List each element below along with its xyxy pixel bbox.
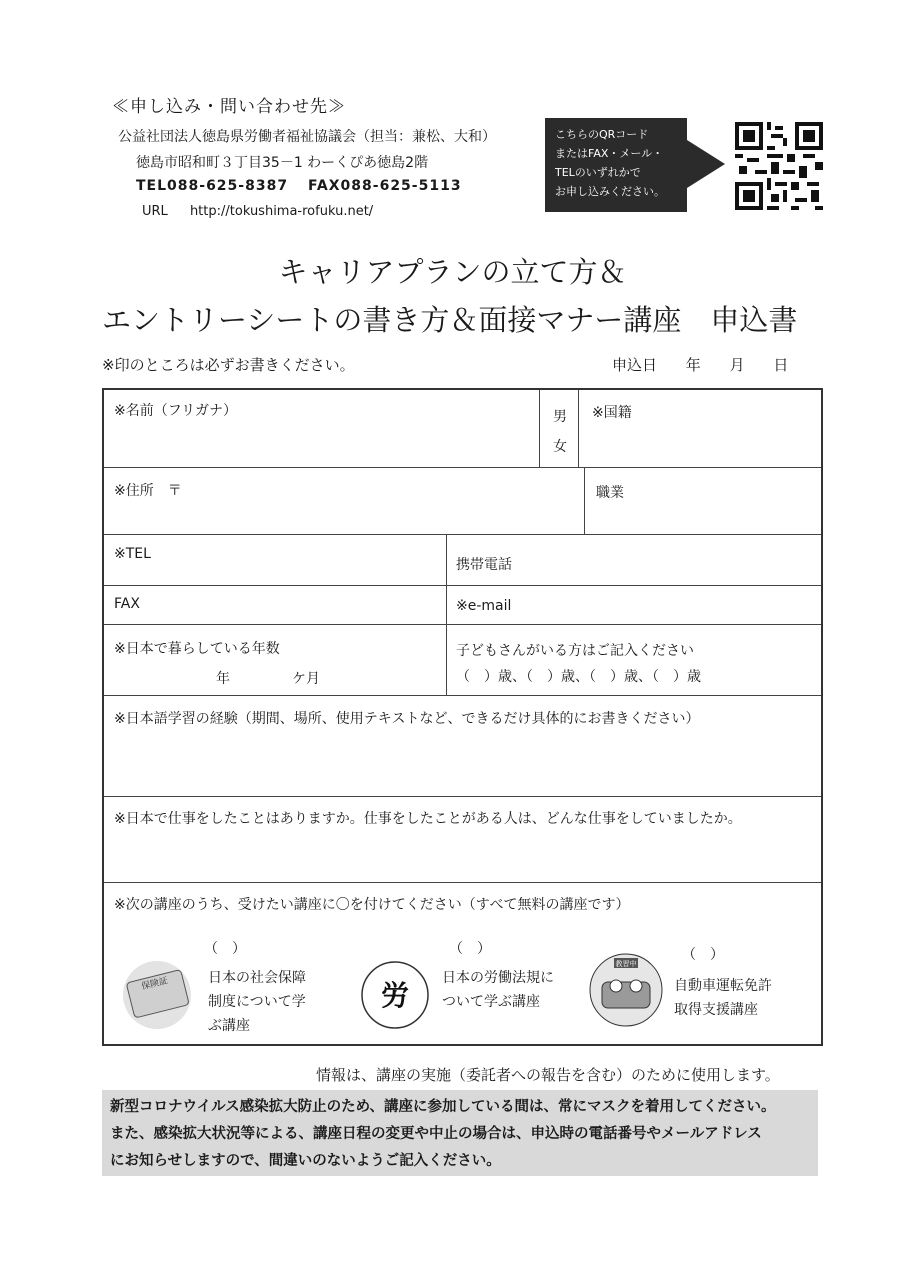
course-select-instruction: ※次の講座のうち、受けたい講座に〇を付けてください（すべて無料の講座です）	[114, 897, 630, 913]
qr-note-line: TELのいずれかで	[555, 166, 641, 179]
tel-field[interactable]: ※TEL	[114, 546, 151, 562]
arrow-right-icon	[687, 140, 725, 188]
contact-heading: ≪申し込み・問い合わせ先≫	[112, 97, 346, 117]
course-line: 自動車運転免許	[674, 978, 772, 994]
gender-male[interactable]: 男	[553, 409, 567, 425]
occupation-field[interactable]: 職業	[596, 485, 624, 501]
date-label: 申込日	[612, 356, 658, 374]
page-title-line1: キャリアプランの立て方＆	[278, 255, 627, 289]
required-note: ※印のところは必ずお書きください。	[102, 356, 355, 374]
driving-car-icon	[588, 952, 664, 1028]
japanese-study-field[interactable]: ※日本語学習の経験（期間、場所、使用テキストなど、できるだけ具体的にお書きください）	[114, 711, 700, 727]
qr-note-line: またはFAX・メール・	[555, 147, 664, 160]
nationality-field[interactable]: ※国籍	[592, 405, 632, 421]
course-label	[442, 966, 554, 1014]
children-field[interactable]: 子どもさんがいる方はご記入ください	[456, 643, 694, 659]
work-experience-field[interactable]: ※日本で仕事をしたことはありますか。仕事をしたことがある人は、どんな仕事をしていましたか。	[114, 811, 742, 827]
course-checkbox[interactable]: （ ）	[449, 941, 491, 957]
contact-url-line	[142, 204, 373, 219]
course-line: ぶ講座	[208, 1018, 250, 1034]
course-line: 取得支援講座	[674, 1002, 758, 1018]
application-form	[102, 388, 823, 1046]
labor-icon	[360, 960, 430, 1030]
months-unit: ケ月	[292, 671, 320, 687]
course-label	[674, 974, 772, 1022]
course-line: 日本の社会保障	[208, 970, 306, 986]
course-line: ついて学ぶ講座	[442, 994, 540, 1010]
years-unit: 年	[216, 671, 230, 687]
gender-female[interactable]: 女	[553, 439, 567, 455]
address-field[interactable]: ※住所 〒	[114, 483, 182, 499]
year-label: 年	[685, 356, 701, 374]
course-label	[208, 966, 306, 1038]
years-in-japan-field[interactable]: ※日本で暮らしている年数	[114, 641, 280, 657]
notice-line: また、感染拡大状況等による、講座日程の変更や中止の場合は、申込時の電話番号やメールアドレス	[110, 1126, 762, 1142]
qr-note-line: お申し込みください。	[555, 185, 665, 198]
url-label: URL	[142, 204, 168, 219]
url-link[interactable]: http://tokushima-rofuku.net/	[189, 204, 374, 219]
qr-code-icon[interactable]	[735, 122, 823, 210]
covid-notice	[102, 1090, 818, 1176]
icon-label: 教習中	[615, 960, 637, 968]
day-label: 日	[773, 356, 789, 374]
course-checkbox[interactable]: （ ）	[682, 947, 724, 963]
course-line: 制度について学	[208, 994, 306, 1010]
page-title-line2: エントリーシートの書き方＆面接マナー講座 申込書	[102, 303, 798, 337]
course-line: 日本の労働法規に	[442, 970, 554, 986]
course-checkbox[interactable]: （ ）	[204, 941, 246, 957]
email-field[interactable]: ※e-mail	[456, 598, 512, 614]
contact-address: 徳島市昭和町３丁目35－1 わーくぴあ徳島2階	[136, 155, 429, 171]
children-ages[interactable]: （ ）歳、（ ）歳、（ ）歳、（ ）歳	[456, 669, 701, 685]
name-field[interactable]: ※名前（フリガナ）	[114, 403, 238, 419]
mobile-field[interactable]: 携帯電話	[456, 557, 512, 573]
contact-phone-fax	[136, 178, 462, 194]
notice-line: 新型コロナウイルス感染拡大防止のため、講座に参加している間は、常にマスクを着用してください。	[110, 1099, 776, 1115]
insurance-card-icon	[120, 960, 194, 1030]
fax-field[interactable]: FAX	[114, 596, 140, 612]
application-date	[612, 354, 812, 375]
qr-instruction-box	[545, 118, 687, 212]
qr-note-line: こちらのQRコード	[555, 128, 649, 141]
notice-line: にお知らせしますので、間違いのないようご記入ください。	[110, 1153, 501, 1169]
month-label: 月	[729, 356, 745, 374]
information-use-note: 情報は、講座の実施（委託者への報告を含む）のために使用します。	[316, 1066, 780, 1084]
icon-label: 保険証	[140, 976, 170, 993]
contact-organization: 公益社団法人徳島県労働者福祉協議会（担当：兼松、大和）	[118, 129, 496, 145]
contact-tel: TEL088-625-8387	[136, 178, 289, 194]
icon-label: 労	[380, 979, 410, 1012]
contact-fax: FAX088-625-5113	[307, 178, 462, 194]
